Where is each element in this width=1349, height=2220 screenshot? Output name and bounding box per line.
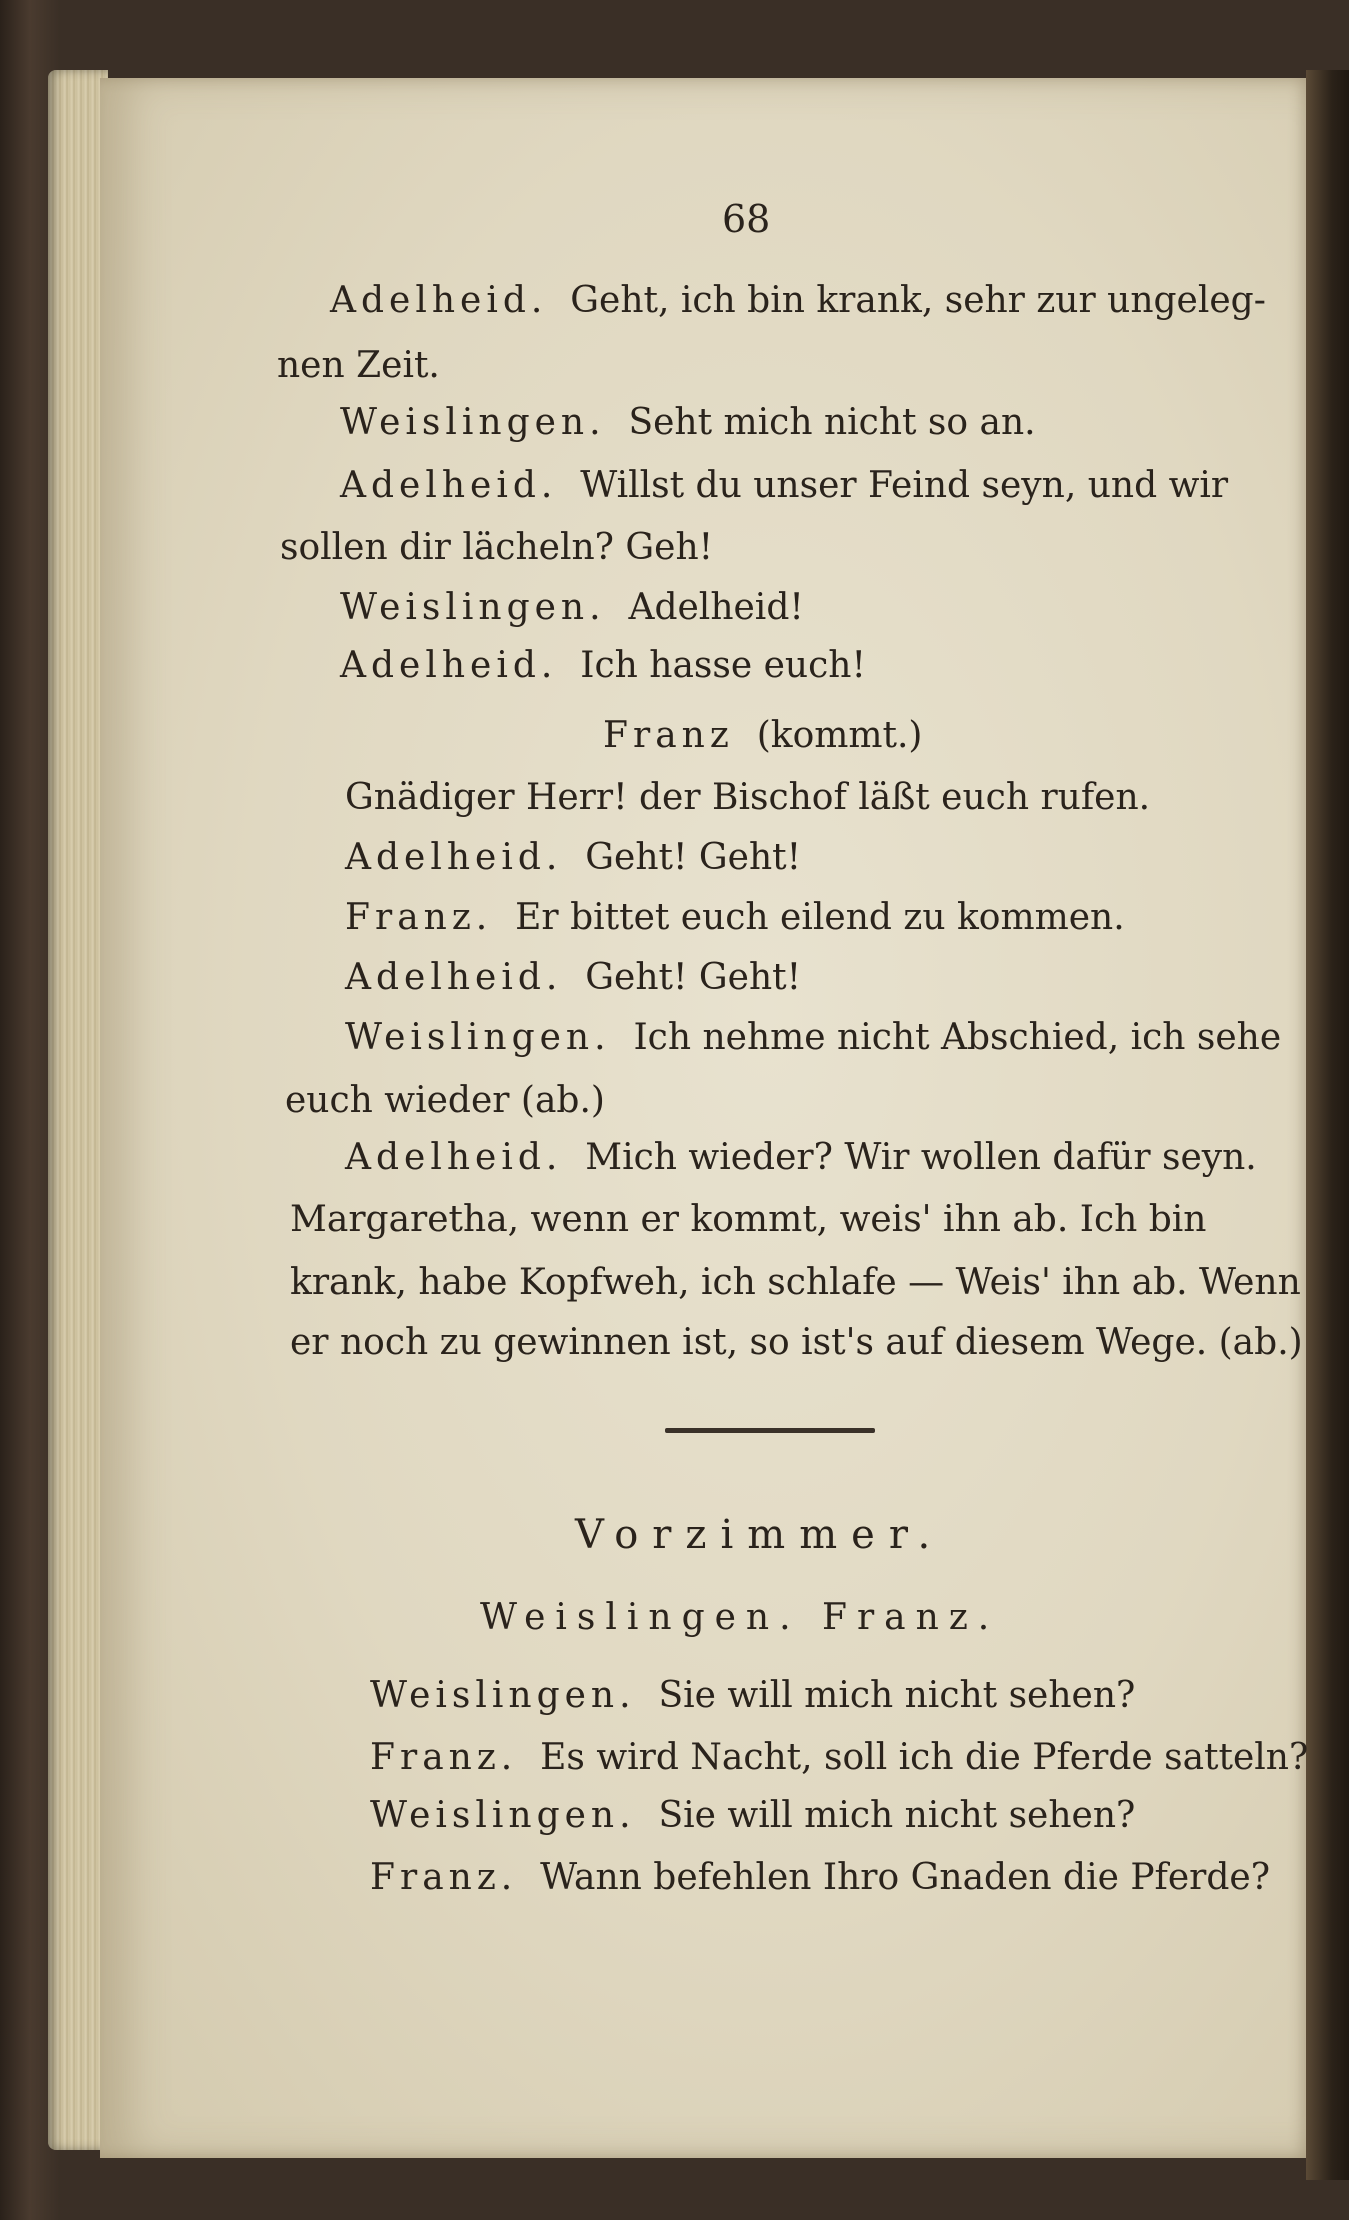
dialogue-line (345, 897, 1125, 938)
line-text: (kommt.) (756, 715, 923, 756)
dialogue-line (340, 587, 804, 628)
dialogue-line (277, 345, 440, 386)
speaker-name: Weislingen. (370, 1795, 636, 1836)
line-text: nen Zeit. (277, 345, 440, 386)
speaker-name: Adelheid. (340, 645, 558, 686)
line-text: er noch zu gewinnen ist, so ist's auf diesem Wege. (ab.) (290, 1322, 1303, 1363)
speaker-name: Weislingen. (345, 1017, 611, 1058)
scene-characters: Weislingen. Franz. (480, 1597, 1000, 1638)
stage-entry (603, 715, 923, 756)
speaker-name: Franz (603, 715, 734, 756)
line-text: Geht! Geht! (585, 837, 802, 878)
speaker-name: Weislingen. (370, 1675, 636, 1716)
line-text: Er bittet euch eilend zu kommen. (515, 897, 1125, 938)
line-text: euch wieder (ab.) (285, 1080, 605, 1121)
dialogue-line (340, 645, 866, 686)
speaker-name: Franz. (370, 1857, 518, 1898)
line-text: Seht mich nicht so an. (628, 402, 1036, 443)
speaker-name: Adelheid. (345, 957, 563, 998)
dialogue-line (290, 1199, 1207, 1240)
dialogue-line (290, 1262, 1301, 1303)
dialogue-line (340, 465, 1229, 506)
page-edges (48, 70, 108, 2150)
dialogue-line (345, 777, 1151, 818)
line-text: Willst du unser Feind seyn, und wir (580, 465, 1229, 506)
line-text: Margaretha, wenn er kommt, weis' ihn ab. Ich bin (290, 1199, 1207, 1240)
speaker-name: Weislingen. (340, 402, 606, 443)
scene-title: Vorzimmer. (575, 1512, 945, 1558)
speaker-name: Franz. (345, 897, 493, 938)
line-text: Gnädiger Herr! der Bischof läßt euch rufen. (345, 777, 1151, 818)
dialogue-line (290, 1322, 1303, 1363)
dialogue-line (370, 1857, 1271, 1898)
line-text: Adelheid! (628, 587, 804, 628)
line-text: Geht! Geht! (585, 957, 802, 998)
speaker-name: Weislingen. (340, 587, 606, 628)
line-text: Es wird Nacht, soll ich die Pferde satteln? (540, 1737, 1309, 1778)
line-text: Sie will mich nicht sehen? (658, 1795, 1136, 1836)
dialogue-line (370, 1675, 1136, 1716)
dialogue-line (370, 1795, 1136, 1836)
speaker-name: Adelheid. (330, 280, 548, 321)
line-text: sollen dir lächeln? Geh! (280, 527, 714, 568)
dialogue-line (370, 1737, 1309, 1778)
line-text: Geht, ich bin krank, sehr zur ungeleg- (570, 280, 1266, 321)
line-text: Ich nehme nicht Abschied, ich sehe (633, 1017, 1282, 1058)
dialogue-line (345, 1017, 1282, 1058)
line-text: Mich wieder? Wir wollen dafür seyn. (585, 1137, 1257, 1178)
page-number: 68 (722, 197, 771, 241)
line-text: krank, habe Kopfweh, ich schlafe — Weis' ihn ab. Wenn (290, 1262, 1301, 1303)
dialogue-line (345, 837, 802, 878)
book-spine-edge (1306, 70, 1349, 2180)
line-text: Wann befehlen Ihro Gnaden die Pferde? (540, 1857, 1271, 1898)
line-text: Sie will mich nicht sehen? (658, 1675, 1136, 1716)
book-page (100, 78, 1310, 2158)
speaker-name: Adelheid. (345, 837, 563, 878)
dialogue-line (330, 280, 1266, 321)
dialogue-line (280, 527, 714, 568)
speaker-name: Adelheid. (345, 1137, 563, 1178)
speaker-name: Adelheid. (340, 465, 558, 506)
dialogue-line (345, 1137, 1257, 1178)
dialogue-line (345, 957, 802, 998)
dialogue-line (340, 402, 1036, 443)
section-divider (665, 1428, 875, 1433)
dialogue-line (285, 1080, 605, 1121)
line-text: Ich hasse euch! (580, 645, 866, 686)
speaker-name: Franz. (370, 1737, 518, 1778)
